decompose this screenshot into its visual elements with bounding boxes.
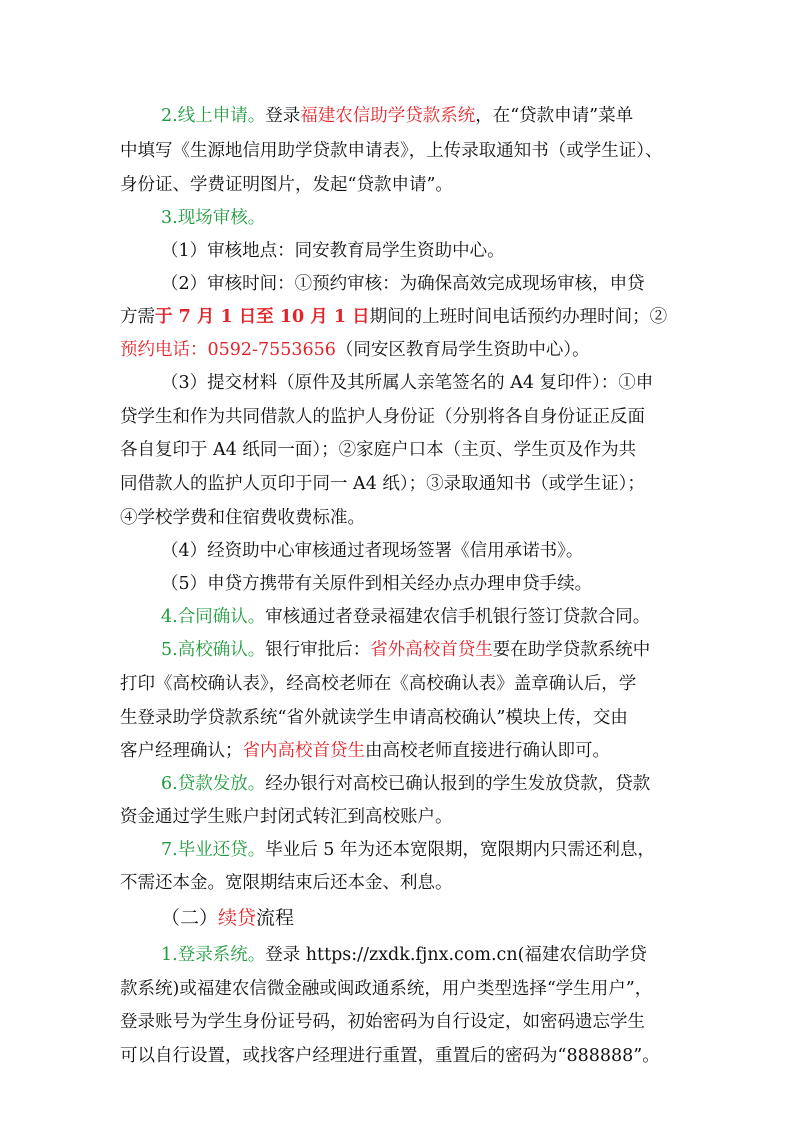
section-heading-renewal bbox=[161, 903, 294, 930]
text-span: 期间的上班时间电话预约办理时间；② bbox=[369, 307, 668, 327]
step-5-line-2: 打印《高校确认表》，经高校老师在《高校确认表》盖章确认后，学 bbox=[120, 674, 637, 694]
text-span: 要在助学贷款系统中 bbox=[492, 640, 651, 660]
step-2-line-3: 身份证、学费证明图片，发起“贷款申请”。 bbox=[120, 175, 453, 195]
renewal-step-1-line-4: 可以自行设置，或找客户经理进行重置，重置后的密码为“888888”。 bbox=[120, 1046, 660, 1066]
step-7-line-1 bbox=[161, 836, 655, 861]
step-5-line-3: 生登录助学贷款系统“省外就读学生申请高校确认”模块上传，交由 bbox=[120, 708, 628, 728]
step-7-heading: 7.毕业还贷。 bbox=[161, 840, 266, 860]
step-3-item-2-line-3 bbox=[120, 336, 590, 361]
text-span: 客户经理确认； bbox=[120, 741, 243, 761]
text-span: （二） bbox=[161, 907, 219, 929]
text-span: 银行审批后： bbox=[265, 640, 371, 660]
text-span: 流程 bbox=[256, 907, 295, 929]
renewal-highlight: 续贷 bbox=[218, 907, 257, 929]
text-span: 由高校老师直接进行确认即可。 bbox=[365, 741, 610, 761]
step-3-item-4: （4）经资助中心审核通过者现场签署《信用承诺书》。 bbox=[161, 541, 584, 561]
step-2-line-1 bbox=[161, 102, 633, 127]
step-4-line bbox=[161, 603, 650, 628]
step-4-heading: 4.合同确认。 bbox=[161, 607, 266, 627]
step-5-heading: 5.高校确认。 bbox=[161, 640, 266, 660]
text-span: ，在“贷款申请”菜单 bbox=[475, 106, 634, 126]
text-span: 经办银行对高校已确认报到的学生发放贷款，贷款 bbox=[265, 774, 651, 794]
renewal-step-1-line-2: 款系统)或福建农信微金融或闽政通系统，用户类型选择“学生用户”， bbox=[120, 979, 653, 999]
text-span: 方需 bbox=[120, 307, 155, 327]
text-span: 审核通过者登录福建农信手机银行签订贷款合同。 bbox=[265, 607, 651, 627]
step-7-line-2: 不需还本金。宽限期结束后还本金、利息。 bbox=[120, 873, 453, 893]
step-3-item-3-line-3: 各自复印于 A4 纸同一面）；②家庭户口本（主页、学生页及作为共 bbox=[120, 440, 637, 460]
renewal-step-1-line-1 bbox=[161, 941, 647, 966]
renewal-step-1-line-3: 登录账号为学生身份证号码，初始密码为自行设定，如密码遗忘学生 bbox=[120, 1012, 645, 1032]
in-province-highlight: 省内高校首贷生 bbox=[242, 741, 365, 761]
phone-highlight: 预约电话：0592-7553656 bbox=[120, 340, 336, 360]
text-span: 登录 bbox=[265, 106, 301, 126]
step-6-line-2: 资金通过学生账户封闭式转汇到高校账户。 bbox=[120, 807, 453, 827]
step-5-line-1 bbox=[161, 636, 650, 661]
step-3-item-3-line-5: ④学校学费和住宿费收费标准。 bbox=[120, 508, 365, 528]
step-5-line-4 bbox=[120, 737, 610, 762]
step-3-item-2-line-1: （2）审核时间：①预约审核：为确保高效完成现场审核，申贷 bbox=[161, 274, 645, 294]
out-province-highlight: 省外高校首贷生 bbox=[370, 640, 493, 660]
step-6-line-1 bbox=[161, 770, 650, 795]
step-3-item-3-line-1: （3）提交材料（原件及其所属人亲笔签名的 A4 复印件）：①申 bbox=[161, 373, 654, 393]
text-span: 毕业后 5 年为还本宽限期，宽限期内只需还利息， bbox=[265, 840, 655, 860]
step-3-heading: 3.现场审核。 bbox=[161, 208, 266, 228]
system-name-highlight: 福建农信助学贷款系统 bbox=[300, 106, 476, 126]
step-3-item-2-line-2 bbox=[120, 303, 667, 328]
step-3-item-3-line-2: 贷学生和作为共同借款人的监护人身份证（分别将各自身份证正反面 bbox=[120, 407, 645, 427]
text-span: 登录 https://zxdk.fjnx.com.cn(福建农信助学贷 bbox=[265, 945, 647, 965]
step-3-item-5: （5）申贷方携带有关原件到相关经办点办理申贷手续。 bbox=[161, 574, 593, 594]
step-6-heading: 6.贷款发放。 bbox=[161, 774, 266, 794]
step-2-heading: 2.线上申请。 bbox=[161, 106, 266, 126]
text-span: （同安区教育局学生资助中心）。 bbox=[335, 340, 590, 360]
step-2-line-2: 中填写《生源地信用助学贷款申请表》，上传录取通知书（或学生证）、 bbox=[120, 141, 663, 161]
step-3-item-1: （1）审核地点：同安教育局学生资助中心。 bbox=[161, 241, 505, 261]
date-range-highlight: 于 7 月 1 日至 10 月 1 日 bbox=[155, 307, 370, 327]
renewal-step-1-heading: 1.登录系统。 bbox=[161, 945, 266, 965]
step-3-item-3-line-4: 同借款人的监护人页印于同一 A4 纸）；③录取通知书（或学生证）； bbox=[120, 474, 645, 494]
